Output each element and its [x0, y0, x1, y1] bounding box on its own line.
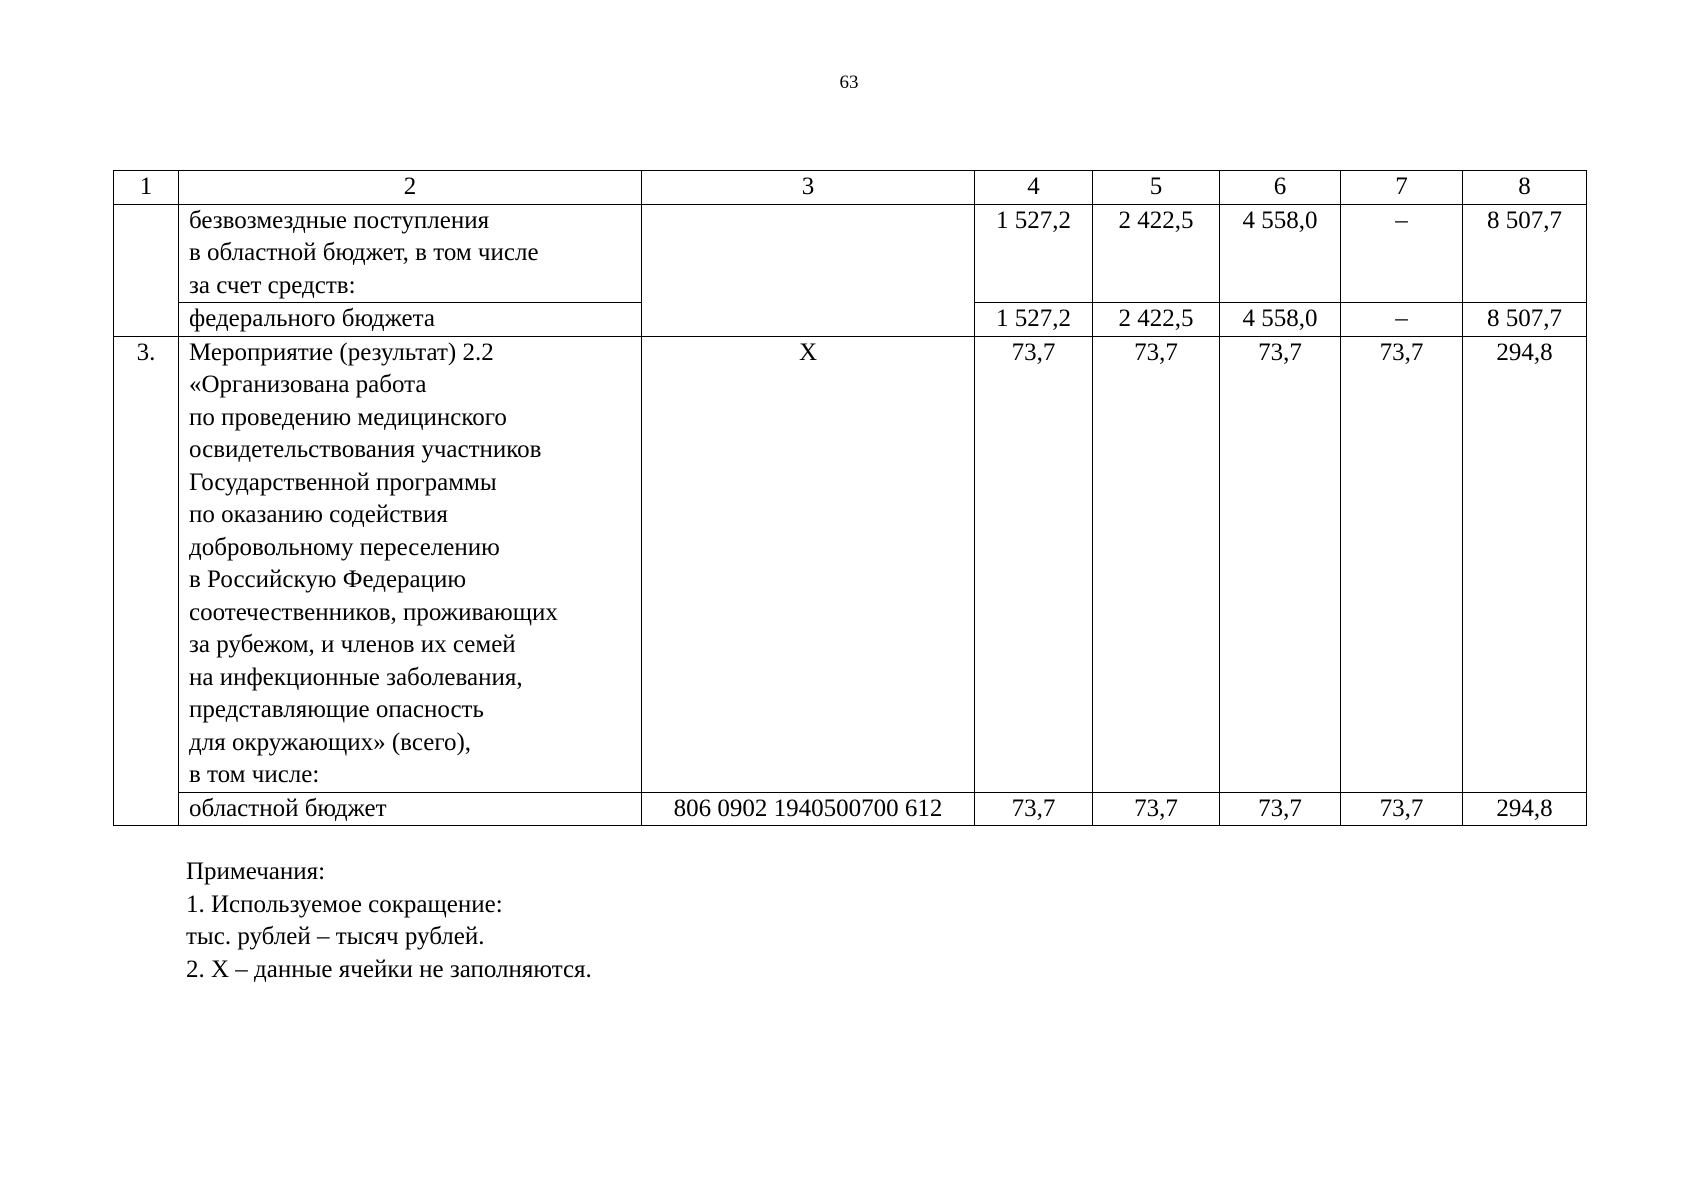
- column-number-cell: 6: [1220, 171, 1341, 205]
- row-description-cell: [179, 204, 642, 303]
- table-row: [114, 336, 1587, 792]
- description-line: за рубежом, и членов их семей: [189, 631, 516, 658]
- description-line: в областной бюджет, в том числе: [189, 239, 539, 266]
- description-line: соотечественников, проживающих: [189, 598, 558, 626]
- description-line: областной бюджет: [189, 794, 387, 822]
- row-description-cell: [179, 792, 642, 826]
- value-cell: 73,7: [1093, 336, 1220, 792]
- value-cell: 294,8: [1463, 336, 1587, 792]
- description-line: Мероприятие (результат) 2.2: [189, 338, 494, 366]
- value-cell: 2 422,5: [1093, 204, 1220, 303]
- column-number-cell: 7: [1341, 171, 1463, 205]
- value-cell: 4 558,0: [1220, 303, 1341, 337]
- value-cell: 73,7: [1341, 792, 1463, 826]
- description-line: безвозмездные поступления: [189, 206, 490, 234]
- table-header-row: [114, 171, 1587, 205]
- value-cell: –: [1341, 303, 1463, 337]
- table-row: [114, 792, 1587, 826]
- description-line: в том числе:: [189, 761, 320, 788]
- row-number-cell: [114, 204, 179, 336]
- budget-code-cell: X: [642, 336, 975, 792]
- description-line: освидетельствования участников: [189, 436, 542, 463]
- description-line: на инфекционные заболевания,: [189, 663, 523, 691]
- table-row: [114, 204, 1587, 303]
- description-line: добровольному переселению: [189, 533, 500, 561]
- description-line: по оказанию содействия: [189, 501, 448, 528]
- value-cell: 1 527,2: [975, 303, 1093, 337]
- column-number-cell: 4: [975, 171, 1093, 205]
- value-cell: 2 422,5: [1093, 303, 1220, 337]
- budget-table: [113, 170, 1587, 826]
- value-cell: 4 558,0: [1220, 204, 1341, 303]
- budget-code-cell: 806 0902 1940500700 612: [642, 792, 975, 826]
- column-number-cell: 5: [1093, 171, 1220, 205]
- description-line: за счет средств:: [189, 271, 356, 299]
- column-number-cell: 2: [179, 171, 642, 205]
- value-cell: 73,7: [1220, 336, 1341, 792]
- note-item: тыс. рублей – тысяч рублей.: [186, 923, 485, 950]
- description-line: представляющие опасность: [189, 696, 484, 723]
- description-line: Государственной программы: [189, 468, 497, 496]
- column-number-cell: 1: [114, 171, 179, 205]
- description-line: для окружающих» (всего),: [189, 728, 472, 756]
- value-cell: 294,8: [1463, 792, 1587, 826]
- description-line: в Российскую Федерацию: [189, 566, 467, 593]
- value-cell: 73,7: [975, 792, 1093, 826]
- value-cell: 73,7: [1220, 792, 1341, 826]
- notes-section: [186, 856, 592, 986]
- notes-heading: Примечания:: [186, 858, 326, 885]
- description-line: «Организована работа: [189, 371, 427, 398]
- value-cell: 1 527,2: [975, 204, 1093, 303]
- row-number-cell: 3.: [114, 336, 179, 826]
- row-description-cell: [179, 303, 642, 337]
- note-item: 2. X – данные ячейки не заполняются.: [186, 955, 592, 983]
- page-number: 63: [839, 72, 859, 93]
- value-cell: –: [1341, 204, 1463, 303]
- value-cell: 8 507,7: [1463, 204, 1587, 303]
- value-cell: 73,7: [1341, 336, 1463, 792]
- budget-code-cell: [642, 204, 975, 336]
- column-number-cell: 8: [1463, 171, 1587, 205]
- value-cell: 73,7: [975, 336, 1093, 792]
- row-description-cell: [179, 336, 642, 792]
- column-number-cell: 3: [642, 171, 975, 205]
- note-item: 1. Используемое сокращение:: [186, 890, 503, 918]
- value-cell: 8 507,7: [1463, 303, 1587, 337]
- description-line: федерального бюджета: [189, 305, 435, 332]
- value-cell: 73,7: [1093, 792, 1220, 826]
- description-line: по проведению медицинского: [189, 403, 507, 431]
